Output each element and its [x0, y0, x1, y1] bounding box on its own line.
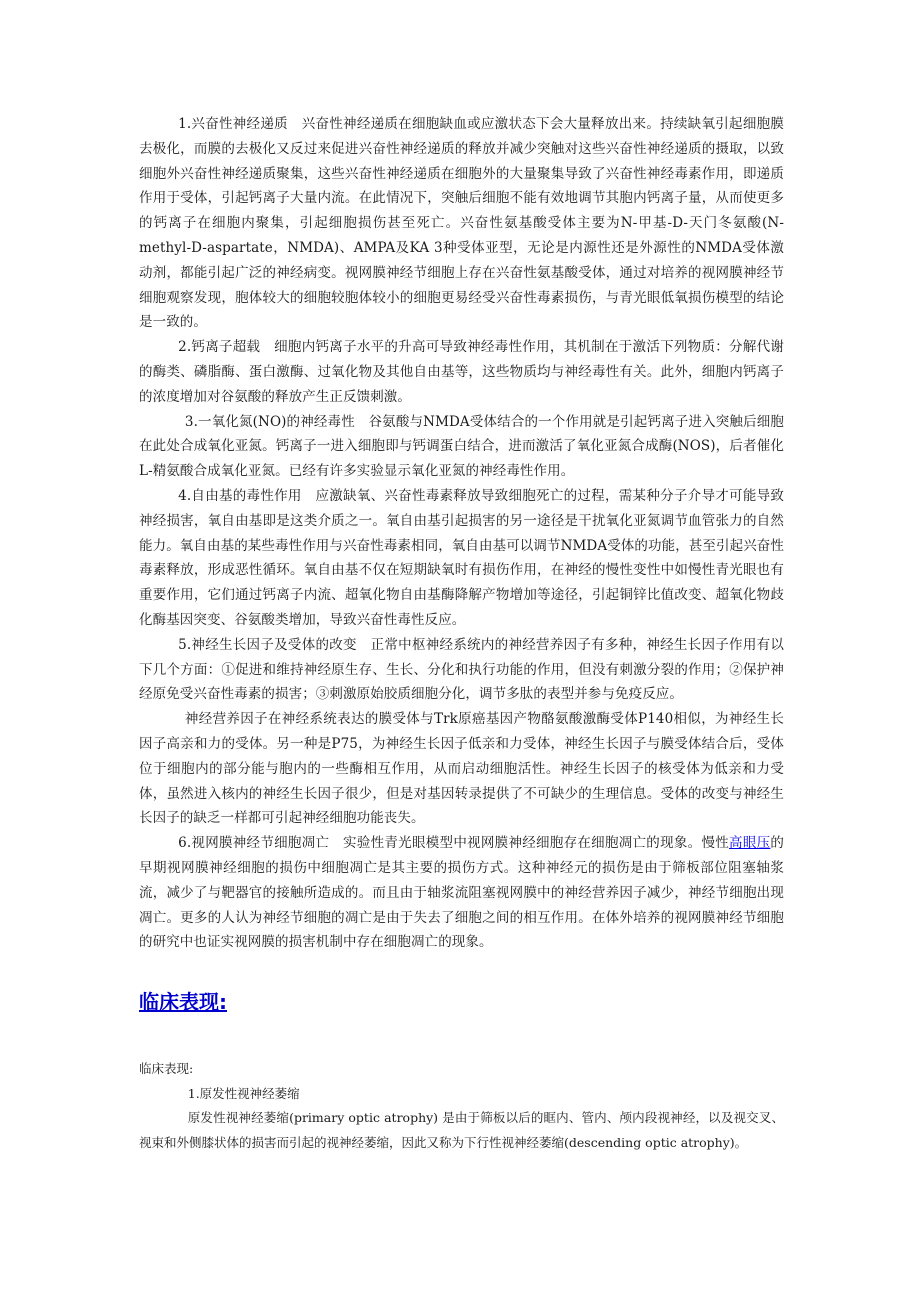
subheading-primary-atrophy: 1.原发性视神经萎缩: [187, 1085, 300, 1101]
paragraph-nerve-growth-factor: 5.神经生长因子及受体的改变 正常中枢神经系统内的神经营养因子有多种，神经生长因子作用有以下几个方面：①促进和维持神经原生存、生长、分化和执行功能的作用，但没有刺激分裂的作用；②保护神经原免受兴奋性毒素的损害；③刺激原始胶质细胞分化，调节多肽的表型并参与免疫反应。: [139, 636, 784, 703]
paragraph-free-radical: 4.自由基的毒性作用 应激缺氧、兴奋性毒素释放导致细胞死亡的过程，需某种分子介导才可能导致神经损害，氧自由基即是这类介质之一。氧自由基引起损害的另一途径是干扰氧化亚氮调节血管张力的自然能力。氧自由基的某些毒性作用与兴奋性毒素相同，氧自由基可以调节NMDA受体的功能，甚至引起兴奋性毒素释放，形成恶性循环。氧自由基不仅在短期缺氧时有损伤作用，在神经的慢性变性中如慢性青光眼也有重要作用，它们通过钙离子内流、超氧化物自由基酶降解产物增加等途径，引起铜锌比值改变、超氧化物歧化酶基因突变、谷氨酸类增加，导致兴奋性毒性反应。: [139, 487, 785, 628]
paragraph-ganglion-apoptosis: [139, 831, 784, 955]
paragraph-text-before-link: 6.视网膜神经节细胞凋亡 实验性青光眼模型中视网膜神经细胞存在细胞凋亡的现象。慢性: [178, 835, 730, 852]
paragraph-text-after-link: 的早期视网膜神经细胞的损伤中细胞凋亡是其主要的损伤方式。这种神经元的损伤是由于筛板部位阻塞轴浆流，减少了与靶器官的接触所造成的。而且由于轴浆流阻塞视网膜中的神经营养因子减少，神经节细胞出现凋亡。更多的人认为神经节细胞的凋亡是由于失去了细胞之间的相互作用。在体外培养的视网膜神经节细胞的研究中也证实视网膜的损害机制中存在细胞凋亡的现象。: [139, 835, 784, 951]
paragraph-neurotrophic-receptor: 神经营养因子在神经系统表达的膜受体与Trk原癌基因产物酪氨酸激酶受体P140相似，为神经生长因子高亲和力的受体。另一种是P75，为神经生长因子低亲和力受体，神经生长因子与膜受体结合后，受体位于细胞内的部分能与胞内的一些酶相互作用，从而启动细胞活性。神经生长因子的核受体为低亲和力受体，虽然进入核内的神经生长因子很少，但是对基因转录提供了不可缺少的生理信息。受体的改变与神经生长因子的缺乏一样都可引起神经细胞功能丧失。: [139, 711, 784, 827]
paragraph-excitatory-neurotransmitter: 1.兴奋性神经递质 兴奋性神经递质在细胞缺血或应激状态下会大量释放出来。持续缺氧引起细胞膜去极化，而膜的去极化又反过来促进兴奋性神经递质的释放并减少突触对这些兴奋性神经递质的摄取，以致细胞外兴奋性神经递质聚集，这些兴奋性神经递质在细胞外的大量聚集导致了兴奋性神经毒素作用，即递质作用于受体，引起钙离子大量内流。在此情况下，突触后细胞不能有效地调节其胞内钙离子量，从而使更多的钙离子在细胞内聚集，引起细胞损伤甚至死亡。兴奋性氨基酸受体主要为N-甲基-D-天门冬氨酸(N-methyl-D-aspartate，NMDA)、AMPA及KA 3种受体亚型，无论是内源性还是外源性的NMDA受体激动剂，都能引起广泛的神经病变。视网膜神经节细胞上存在兴奋性氨基酸受体，通过对培养的视网膜神经节细胞观察发现，胞体较大的细胞较胞体较小的细胞更易经受兴奋性毒素损伤，与青光眼低氧损伤模型的结论是一致的。: [139, 116, 784, 331]
paragraph-calcium-overload: 2.钙离子超载 细胞内钙离子水平的升高可导致神经毒性作用，其机制在于激活下列物质：分解代谢的酶类、磷脂酶、蛋白激酶、过氧化物及其他自由基等，这些物质均与神经毒性有关。此外，细胞内钙离子的浓度增加对谷氨酸的释放产生正反馈刺激。: [139, 339, 784, 405]
paragraph-primary-atrophy: 原发性视神经萎缩(primary optic atrophy) 是由于筛板以后的眶内、管内、颅内段视神经，以及视交叉、视束和外侧膝状体的损害而引起的视神经萎缩，因此又称为下行性视神经萎缩(descending optic atrophy)。: [139, 1110, 784, 1150]
high-iop-link[interactable]: 高眼压: [729, 835, 771, 852]
section-intro-label: 临床表现:: [139, 1061, 194, 1077]
section-heading-clinical: 临床表现:: [139, 990, 227, 1015]
document-body: [139, 112, 784, 1155]
paragraph-nitric-oxide: 3.一氧化氮(NO)的神经毒性 谷氨酸与NMDA受体结合的一个作用就是引起钙离子进入突触后细胞在此处合成氧化亚氮。钙离子一进入细胞即与钙调蛋白结合，进而激活了氧化亚氮合成酶(NOS)，后者催化L-精氨酸合成氧化亚氮。已经有许多实验显示氧化亚氮的神经毒性作用。: [139, 413, 784, 480]
